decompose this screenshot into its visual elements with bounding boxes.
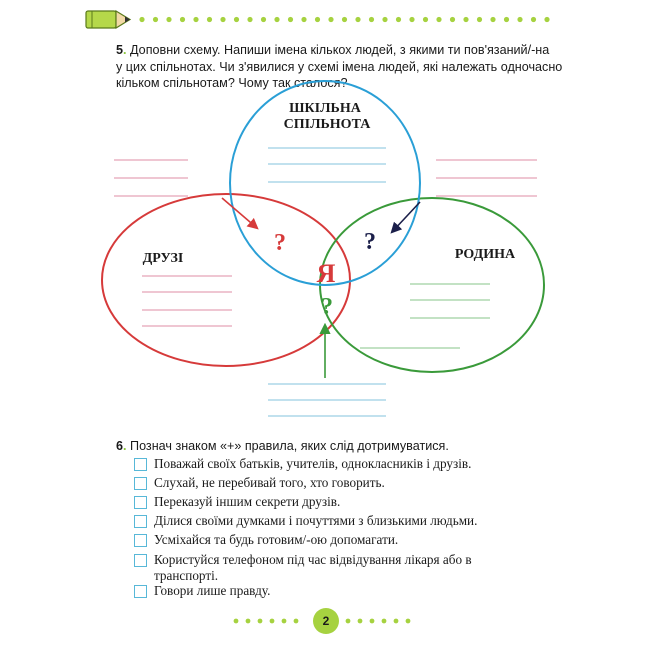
- rule-checkbox[interactable]: [134, 585, 147, 598]
- footer-dots-right: [346, 619, 411, 624]
- writing-lines-friends[interactable]: [142, 276, 232, 326]
- question-mark-dark: ?: [364, 229, 376, 255]
- task5-number: 5.: [116, 43, 127, 57]
- rule-text: Говори лише правду.: [154, 583, 271, 598]
- decor-dot: [406, 619, 411, 624]
- task6-prompt-text: Познач знаком «+» правила, яких слід дотримуватися.: [130, 439, 449, 453]
- rule-checkbox[interactable]: [134, 458, 147, 471]
- task5-line2: у цих спільнотах. Чи з'явилися у схемі імена людей, які належать одночасно: [116, 59, 563, 74]
- decor-dot: [370, 619, 375, 624]
- decor-dot: [234, 619, 239, 624]
- decor-dot: [346, 619, 351, 624]
- rule-checkbox[interactable]: [134, 534, 147, 547]
- rule-text: [154, 552, 554, 584]
- footer-dots-left: [234, 619, 299, 624]
- rule-text: Усміхайся та будь готовим/-ою допомагати.: [154, 532, 399, 547]
- decor-dot: [294, 619, 299, 624]
- rule-text-line2: транспорті.: [154, 568, 219, 583]
- decor-dot: [258, 619, 263, 624]
- center-label: Я: [316, 259, 336, 288]
- decor-dot: [358, 619, 363, 624]
- decor-dot: [270, 619, 275, 624]
- rule-text: Ділися своїми думками і почуттями з близькими людьми.: [154, 513, 478, 528]
- friends-circle: [102, 194, 350, 366]
- rule-checkbox[interactable]: [134, 515, 147, 528]
- rule-text: Переказуй іншим секрети друзів.: [154, 494, 341, 509]
- writing-lines-family[interactable]: [360, 284, 490, 348]
- decor-dot: [246, 619, 251, 624]
- writing-lines-school[interactable]: [268, 148, 386, 182]
- arrow-red: [222, 198, 257, 228]
- task6-number: 6.: [116, 439, 127, 453]
- rule-checkbox[interactable]: [134, 477, 147, 490]
- family-label: РОДИНА: [454, 247, 516, 262]
- question-mark-red: ?: [274, 230, 286, 256]
- school-label-2: СПІЛЬНОТА: [283, 117, 371, 132]
- task5-sentence1: Доповни схему. Напиши імена кількох людей, з якими ти пов'язаний/-на: [130, 43, 550, 57]
- writing-lines-left[interactable]: [114, 160, 188, 196]
- decor-dot: [382, 619, 387, 624]
- rule-checkbox[interactable]: [134, 554, 147, 567]
- decor-dot: [282, 619, 287, 624]
- question-mark-green: ?: [321, 294, 333, 320]
- family-circle: [320, 198, 544, 372]
- rule-text: Слухай, не перебивай того, хто говорить.: [154, 475, 385, 490]
- page-number: 2: [313, 608, 339, 634]
- decor-dot: [394, 619, 399, 624]
- task5-line3: кільком спільнотам? Чому так сталося?: [116, 76, 348, 90]
- writing-lines-right[interactable]: [436, 160, 537, 196]
- rule-checkbox[interactable]: [134, 496, 147, 509]
- arrow-dark: [392, 202, 420, 232]
- writing-lines-bottom[interactable]: [268, 384, 386, 416]
- rule-text-line1: Користуйся телефоном під час відвідування лікаря або в: [154, 552, 472, 567]
- friends-label: ДРУЗІ: [142, 251, 184, 266]
- task6-prompt: [116, 438, 566, 455]
- rule-text: Поважай своїх батьків, учителів, однокласників і друзів.: [154, 456, 472, 471]
- school-label-1: ШКІЛЬНА: [289, 101, 361, 116]
